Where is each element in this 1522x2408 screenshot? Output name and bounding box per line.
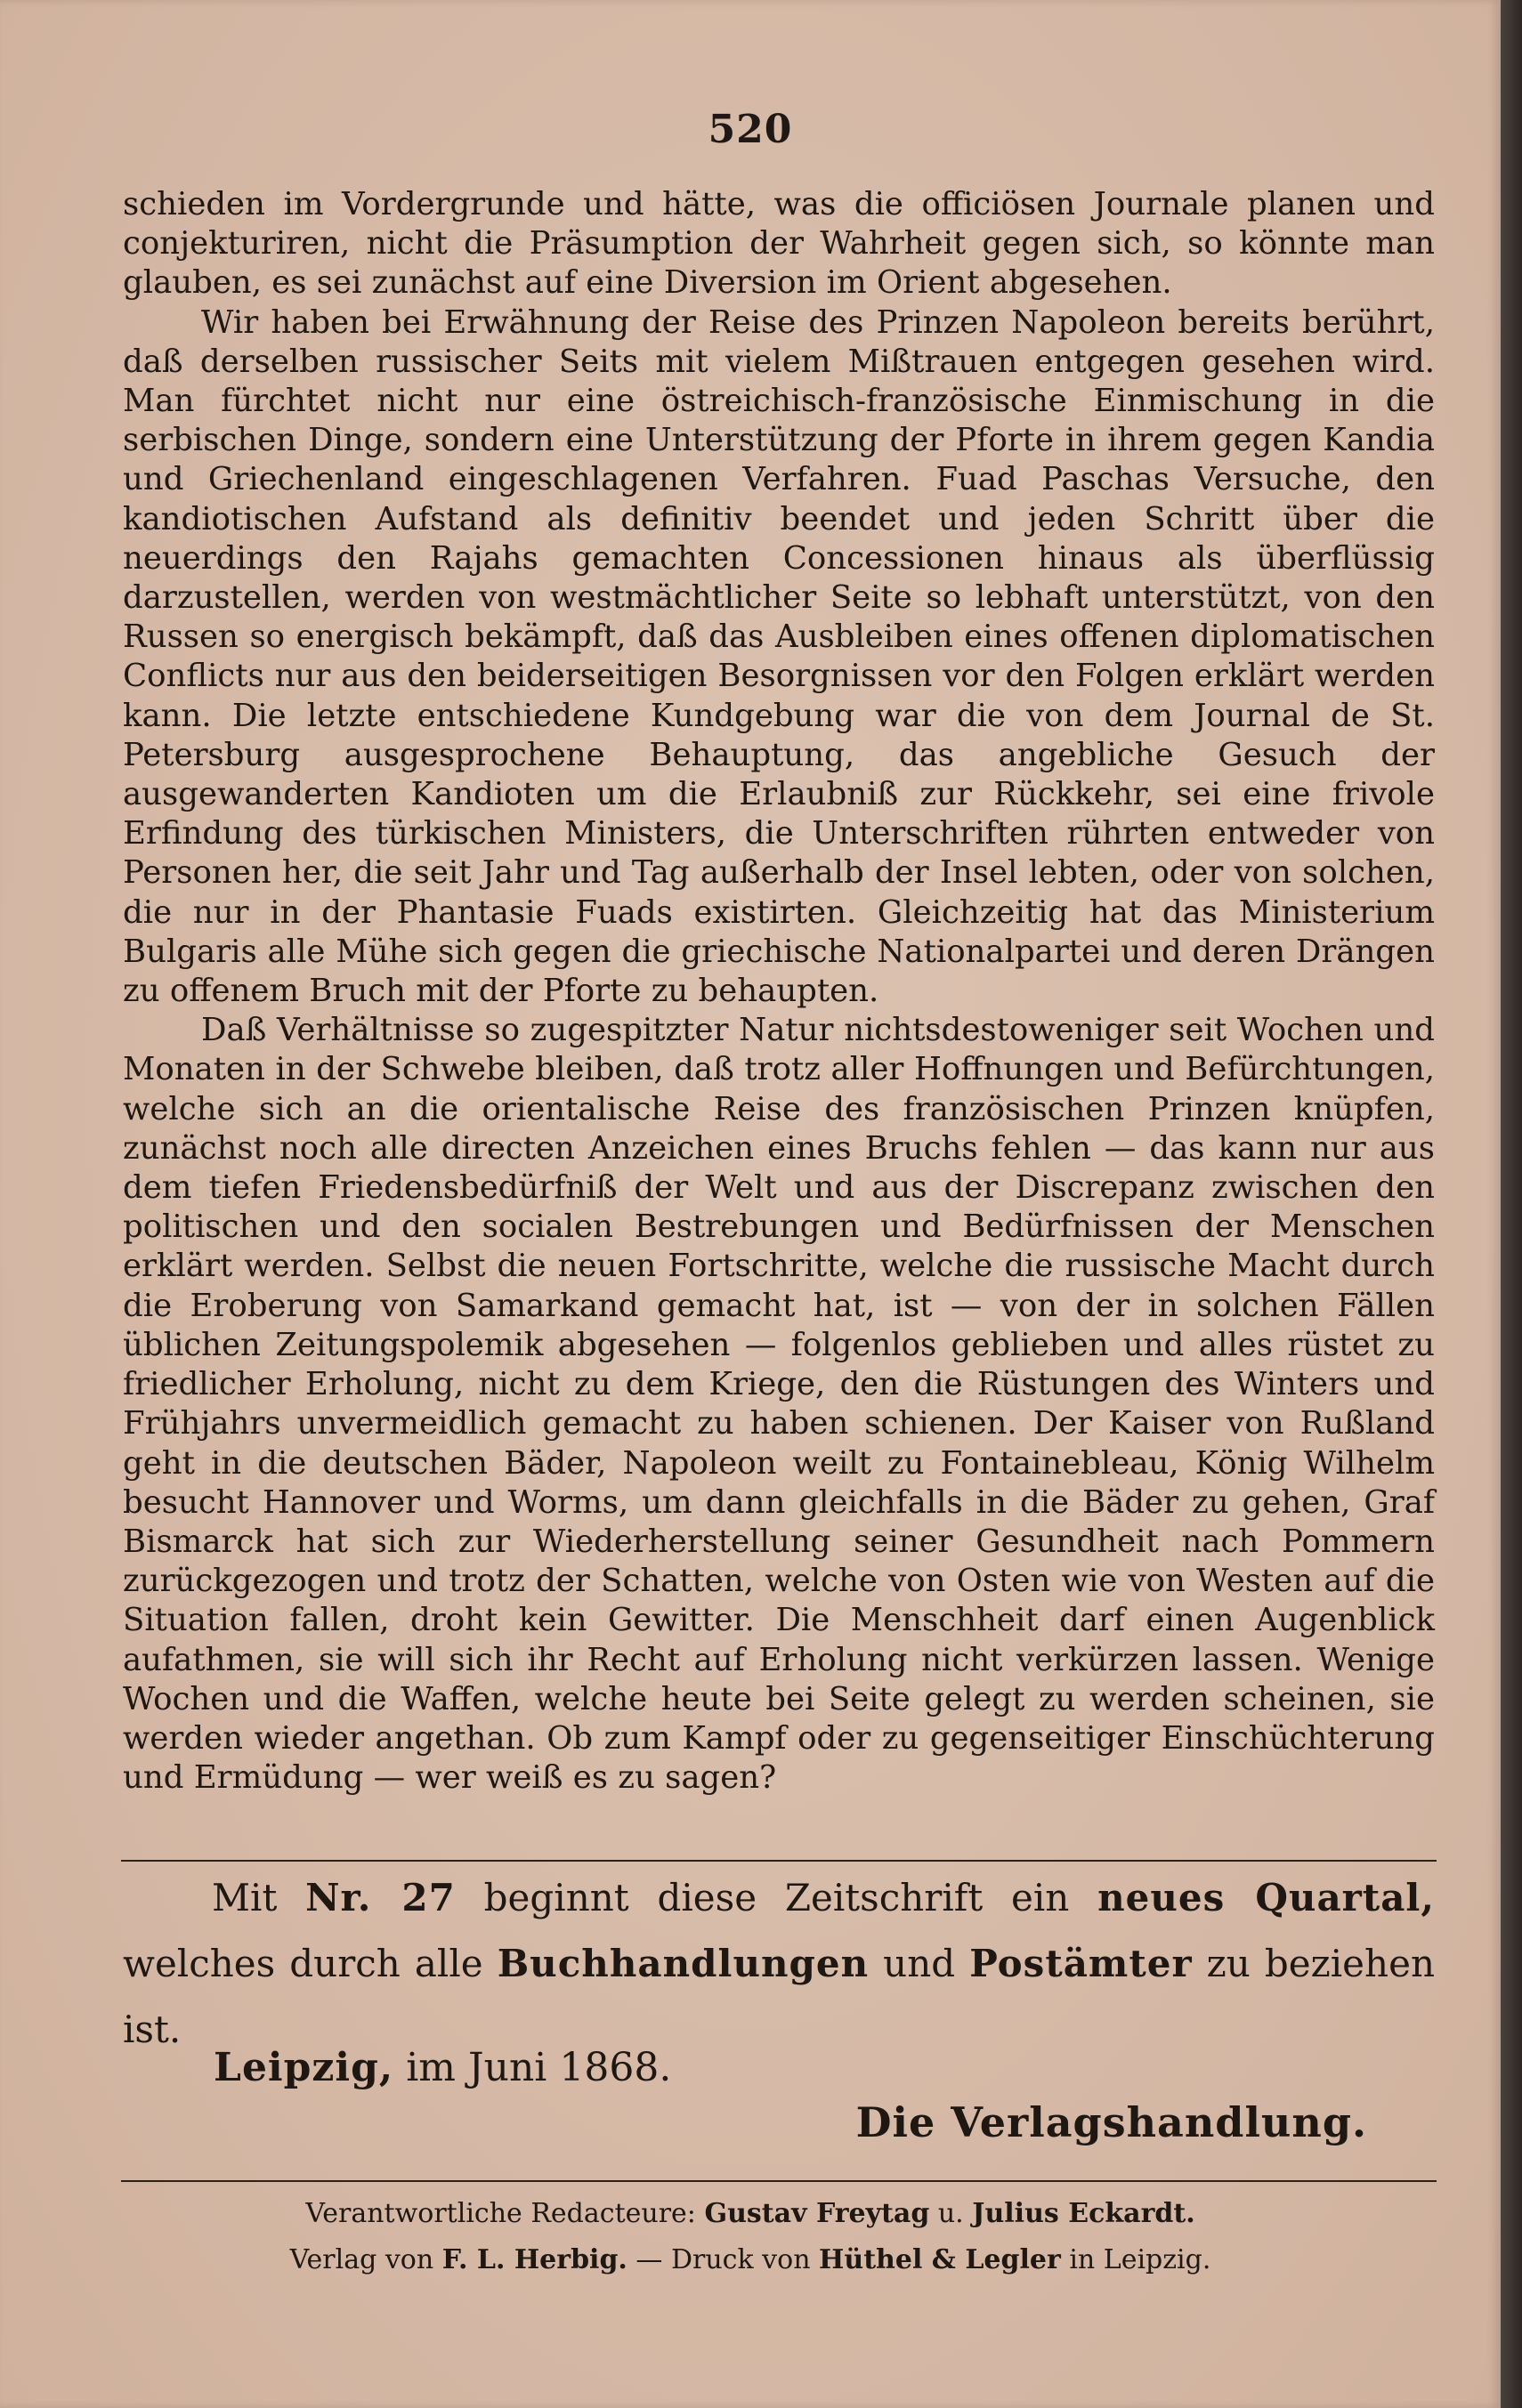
book-binding-edge — [1501, 0, 1522, 2408]
divider — [121, 1860, 1437, 1862]
publisher-signature: Die Verlagshandlung. — [855, 2098, 1367, 2146]
article-body — [123, 185, 1435, 1798]
printer-label: — Druck von — [627, 2244, 820, 2275]
notice-text: Mit — [212, 1876, 306, 1919]
notice-text: und — [869, 1942, 970, 1985]
printer-name: Hüthel & Legler — [819, 2244, 1061, 2275]
place-city: Leipzig, — [214, 2045, 394, 2090]
publisher-label: Verlag von — [289, 2244, 442, 2275]
editors-label: Verantwortliche Redacteure: — [305, 2198, 705, 2229]
divider — [121, 2180, 1437, 2182]
editor-name: Julius Eckardt. — [972, 2198, 1195, 2229]
notice-new-quarter: neues Quartal, — [1097, 1876, 1435, 1919]
paragraph: Daß Verhältnisse so zugespitzter Natur nichtsdestoweniger seit Wochen und Monaten in der Schwebe bleiben, daß trotz aller Hoffnungen und Befürchtungen, welche sich an die orientalische Reise des französischen Prinzen knüpfen, zunächst noch alle directen Anzeichen eines Bruchs fehlen — das kann nur aus dem tiefen Friedensbedürfniß der Welt und aus der Discrepanz zwischen den politischen und den socialen Bestrebungen und Bedürfnissen der Menschen erklärt werden. Selbst die neuen Fortschritte, welche die russische Macht durch die Eroberung von Samarkand gemacht hat, ist — von der in solchen Fällen üblichen Zeitungspolemik abgesehen — folgenlos geblieben und alles rüstet zu friedlicher Erholung, nicht zu dem Kriege, den die Rüstungen des Winters und Frühjahrs unvermeidlich gemacht zu haben schienen. Der Kaiser von Rußland geht in die deutschen Bäder, Napoleon weilt zu Fontainebleau, König Wilhelm besucht Hannover und Worms, um dann gleichfalls in die Bäder zu gehen, Graf Bismarck hat sich zur Wiederherstellung seiner Gesundheit nach Pommern zurückgezogen und trotz der Schatten, welche von Osten wie von Westen auf die Situation fallen, droht kein Gewitter. Die Menschheit darf einen Augenblick aufathmen, sie will sich ihr Recht auf Erholung nicht verkürzen lassen. Wenige Wochen und die Waffen, welche heute bei Seite gelegt zu werden scheinen, sie werden wieder angethan. Ob zum Kampf oder zu gegenseitiger Einschüchterung und Ermüdung — wer weiß es zu sagen? — [123, 1012, 1435, 1797]
editor-name: Gustav Freytag — [704, 2198, 930, 2229]
paragraph: schieden im Vordergrunde und hätte, was die officiösen Journale planen und conjekturiren, nicht die Präsumption der Wahrheit gegen sich, so könnte man glauben, es sei zunächst auf eine Diversion im Orient abgesehen. — [123, 186, 1435, 302]
notice-post-offices: Postämter — [969, 1942, 1193, 1985]
notice-issue-number: Nr. 27 — [305, 1876, 456, 1919]
page-number: 520 — [708, 107, 793, 152]
subscription-notice — [123, 1865, 1435, 2063]
notice-text: zu beziehen ist. — [123, 1942, 1435, 2051]
editors-and: u. — [929, 2198, 973, 2229]
paragraph: Wir haben bei Erwähnung der Reise des Prinzen Napoleon bereits berührt, daß derselben russischer Seits mit vielem Mißtrauen entgegen gesehen wird. Man fürchtet nicht nur eine östreichisch-französische Einmischung in die serbischen Dinge, sondern eine Unterstützung der Pforte in ihrem gegen Kandia und Griechenland eingeschlagenen Verfahren. Fuad Paschas Versuche, den kandiotischen Aufstand als definitiv beendet und jeden Schritt über die neuerdings den Rajahs gemachten Concessionen hinaus als überflüssig darzustellen, werden von westmächtlicher Seite so lebhaft unterstützt, von den Russen so energisch bekämpft, daß das Ausbleiben eines offenen diplomatischen Conflicts nur aus den beiderseitigen Besorgnissen vor den Folgen erklärt werden kann. Die letzte entschiedene Kundgebung war die von dem Journal de St. Petersburg ausgesprochene Behauptung, das angebliche Gesuch der ausgewanderten Kandioten um die Erlaubniß zur Rückkehr, sei eine frivole Erfindung des türkischen Ministers, die Unterschriften rührten entweder von Personen her, die seit Jahr und Tag außerhalb der Insel lebten, oder von solchen, die nur in der Phantasie Fuads existirten. Gleichzeitig hat das Ministerium Bulgaris alle Mühe sich gegen die griechische Nationalpartei und deren Drängen zu offenem Bruch mit der Pforte zu behaupten. — [123, 303, 1435, 1010]
notice-bookshops: Buchhandlungen — [497, 1942, 870, 1985]
printer-place: in Leipzig. — [1060, 2244, 1211, 2275]
place-date: im Juni 1868. — [393, 2045, 672, 2090]
notice-text: beginnt diese Zeitschrift ein — [455, 1876, 1098, 1919]
place-date-line — [214, 2045, 671, 2090]
editors-line — [0, 2198, 1501, 2229]
imprint-line — [0, 2244, 1501, 2275]
notice-text: welches durch alle — [123, 1942, 498, 1985]
publisher-name: F. L. Herbig. — [441, 2244, 627, 2275]
